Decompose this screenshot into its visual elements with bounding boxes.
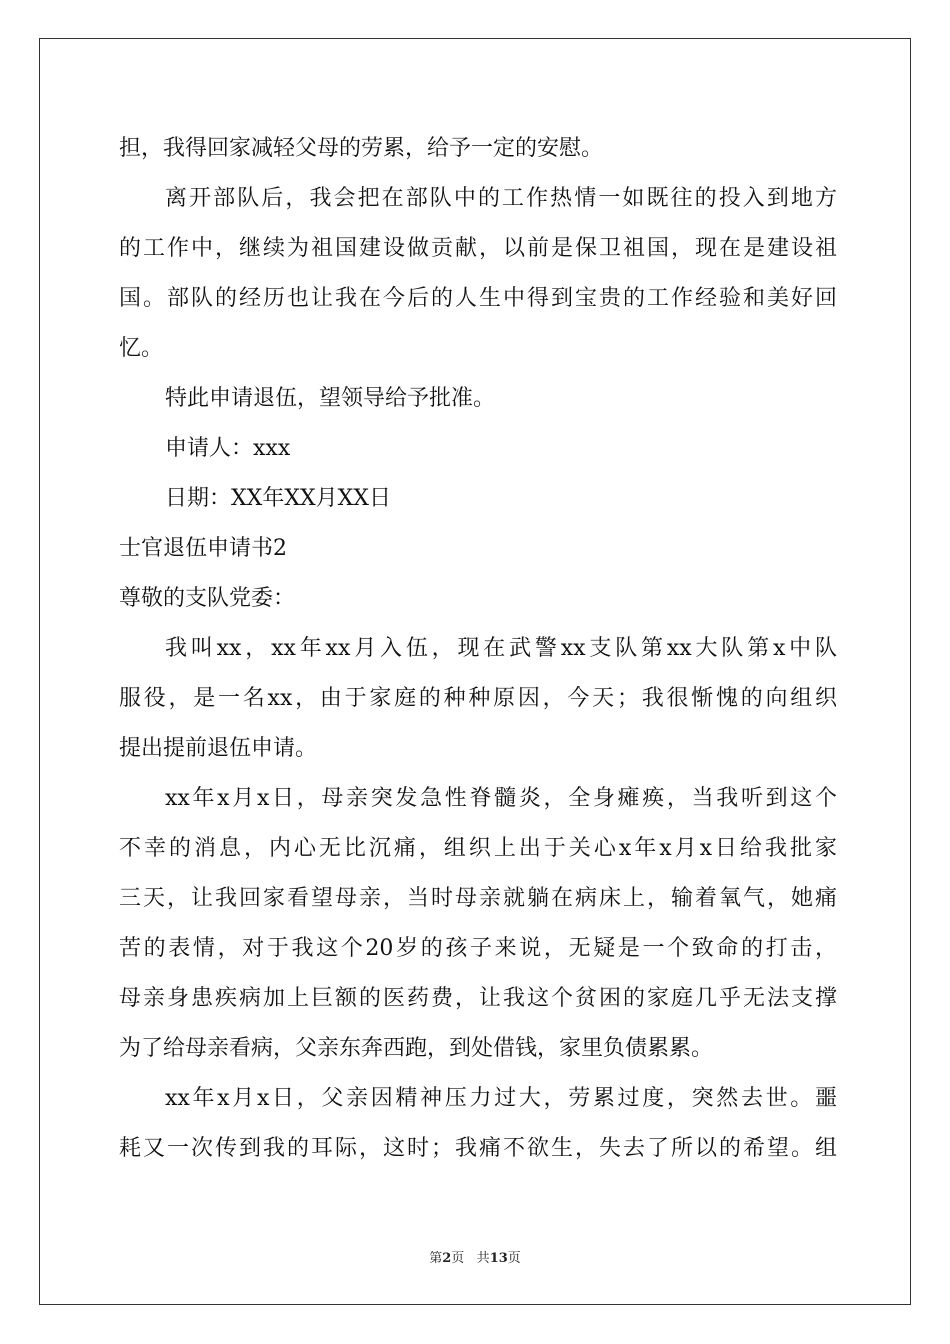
text-line: 担，我得回家减轻父母的劳累，给予一定的安慰。 [119,136,604,161]
section-heading: 士官退伍申请书2 [119,536,287,561]
paragraph-start: 离开部队后，我会把在部队中的工作热情一如既往的投入到地方 [165,186,837,211]
text-line: 不幸的消息，内心无比沉痛，组织上出于关心x年x月x日给我批家 [119,836,837,861]
salutation: 尊敬的支队党委： [119,586,296,611]
footer-page-suffix: 页 [451,1251,465,1266]
text-line: 耗又一次传到我的耳际，这时；我痛不欲生，失去了所以的希望。组 [119,1136,837,1161]
footer-total-prefix: 共 [476,1251,490,1266]
footer-total-suffix: 页 [507,1251,521,1266]
text-line: 服役，是一名xx，由于家庭的种种原因，今天；我很惭愧的向组织 [119,686,837,711]
text-line: 为了给母亲看病，父亲东奔西跑，到处借钱，家里负债累累。 [119,1036,714,1061]
footer-page-number: 2 [442,1251,452,1266]
text-line: 苦的表情，对于我这个20岁的孩子来说，无疑是一个致命的打击， [119,936,837,961]
text-line: 三天，让我回家看望母亲，当时母亲就躺在病床上，输着氧气，她痛 [119,886,837,911]
text-line: 提出提前退伍申请。 [119,736,318,761]
document-body [119,124,837,1174]
date-line: 日期：XX年XX月XX日 [165,486,391,511]
paragraph-start: 我叫xx，xx年xx月入伍，现在武警xx支队第xx大队第x中队 [165,636,837,661]
text-line: 母亲身患疾病加上巨额的医药费，让我这个贫困的家庭几乎无法支撑 [119,986,837,1011]
text-line: 忆。 [119,336,164,361]
paragraph-start: 特此申请退伍，望领导给予批准。 [165,386,496,411]
text-line: 的工作中，继续为祖国建设做贡献，以前是保卫祖国，现在是建设祖 [119,236,837,261]
page-footer [0,1247,950,1266]
paragraph-start: xx年x月x日，父亲因精神压力过大，劳累过度，突然去世。噩 [165,1086,837,1111]
applicant-line: 申请人：xxx [165,436,291,461]
footer-page-prefix: 第 [429,1251,443,1266]
text-line: 国。部队的经历也让我在今后的人生中得到宝贵的工作经验和美好回 [119,286,837,311]
paragraph-start: xx年x月x日，母亲突发急性脊髓炎，全身瘫痪，当我听到这个 [165,786,837,811]
footer-total-number: 13 [489,1251,508,1266]
